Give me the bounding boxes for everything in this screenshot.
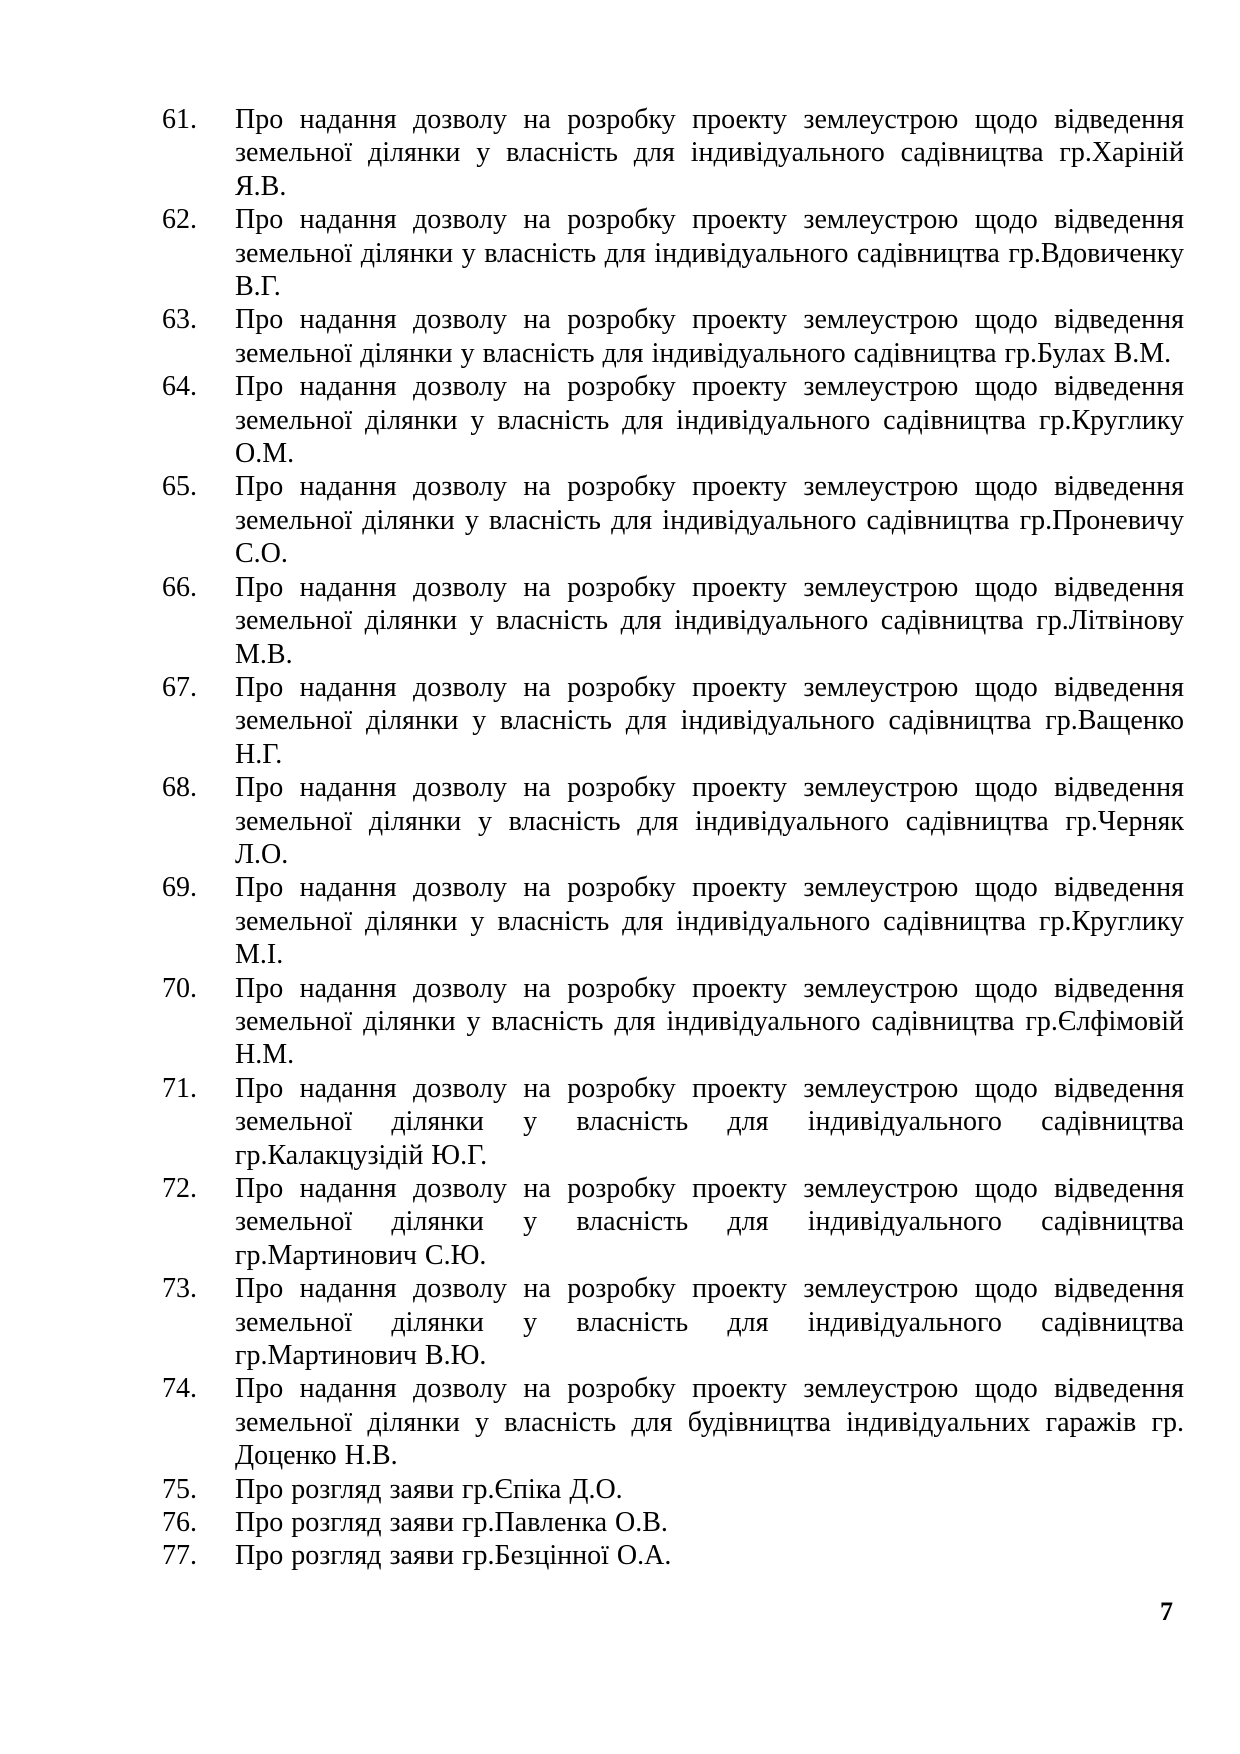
agenda-item [162,370,1184,470]
item-number: 74. [162,1373,197,1405]
item-text: Про розгляд заяви гр.Єпіка Д.О. [235,1473,623,1505]
item-number: 67. [162,671,197,703]
item-text: Про надання дозволу на розробку проекту землеустрою щодо відведення земельної ділянки у власність для індивідуального садівництва гр.Круглику М.І. [235,872,1184,971]
agenda-item [162,972,1184,1072]
item-number: 63. [162,304,197,336]
item-text: Про надання дозволу на розробку проекту землеустрою щодо відведення земельної ділянки у власність для індивідуального садівництва гр.Черняк Л.О. [235,772,1184,870]
item-text: Про надання дозволу на розробку проекту землеустрою щодо відведення земельної ділянки у власність для індивідуального садівництва гр.Єлфімовій Н.М. [235,972,1184,1071]
agenda-item [162,1272,1184,1372]
agenda-item [162,1506,1184,1539]
item-number: 75. [162,1473,197,1505]
agenda-item [162,871,1184,971]
item-number: 66. [162,571,197,603]
item-number: 64. [162,371,197,403]
item-text: Про надання дозволу на розробку проекту землеустрою щодо відведення земельної ділянки у власність для індивідуального садівництва гр.Калакцузідій Ю.Г. [235,1072,1184,1171]
item-text: Про надання дозволу на розробку проекту землеустрою щодо відведення земельної ділянки у власність для індивідуального садівництва гр.Круглику О.М. [235,371,1184,470]
item-number: 73. [162,1273,197,1305]
item-text: Про надання дозволу на розробку проекту землеустрою щодо відведення земельної ділянки у власність для індивідуального садівництва гр.Мартинович В.Ю. [235,1273,1184,1372]
item-text: Про надання дозволу на розробку проекту землеустрою щодо відведення земельної ділянки у власність для будівництва індивідуальних гаражів гр. Доценко Н.В. [235,1373,1184,1472]
agenda-item [162,470,1184,570]
item-text: Про надання дозволу на розробку проекту землеустрою щодо відведення земельної ділянки у власність для індивідуального садівництва гр.Харіній Я.В. [235,104,1184,202]
item-number: 62. [162,204,197,236]
item-number: 69. [162,872,197,904]
agenda-item [162,303,1184,370]
item-number: 68. [162,772,197,804]
item-text: Про надання дозволу на розробку проекту землеустрою щодо відведення земельної ділянки у власність для індивідуального садівництва гр.Вдовиченку В.Г. [235,204,1184,303]
item-text: Про надання дозволу на розробку проекту землеустрою щодо відведення земельної ділянки у власність для індивідуального садівництва гр.Проневичу С.О. [235,471,1184,570]
agenda-item [162,203,1184,303]
item-number: 65. [162,471,197,503]
agenda-item [162,571,1184,671]
item-number: 77. [162,1540,197,1572]
item-text: Про розгляд заяви гр.Павленка О.В. [235,1507,668,1539]
item-number: 70. [162,972,197,1004]
item-text: Про розгляд заяви гр.Безцінної О.А. [235,1540,672,1572]
agenda-item [162,1539,1184,1572]
agenda-item [162,671,1184,771]
agenda-item [162,1072,1184,1172]
item-number: 71. [162,1072,197,1104]
agenda-item [162,771,1184,871]
item-text: Про надання дозволу на розробку проекту землеустрою щодо відведення земельної ділянки у власність для індивідуального садівництва гр.Мартинович С.Ю. [235,1173,1184,1271]
item-number: 76. [162,1507,197,1539]
agenda-item [162,1372,1184,1472]
agenda-list [162,103,1184,1573]
item-text: Про надання дозволу на розробку проекту землеустрою щодо відведення земельної ділянки у власність для індивідуального садівництва гр.Ващенко Н.Г. [235,671,1184,770]
agenda-item [162,1172,1184,1272]
agenda-item [162,1473,1184,1506]
item-number: 72. [162,1173,197,1204]
item-text: Про надання дозволу на розробку проекту землеустрою щодо відведення земельної ділянки у власність для індивідуального садівництва гр.Літвінову М.В. [235,571,1184,670]
agenda-item [162,103,1184,203]
item-text: Про надання дозволу на розробку проекту землеустрою щодо відведення земельної ділянки у власність для індивідуального садівництва гр.Булах В.М. [235,304,1184,369]
item-number: 61. [162,104,197,135]
page-number: 7 [1160,1597,1173,1626]
